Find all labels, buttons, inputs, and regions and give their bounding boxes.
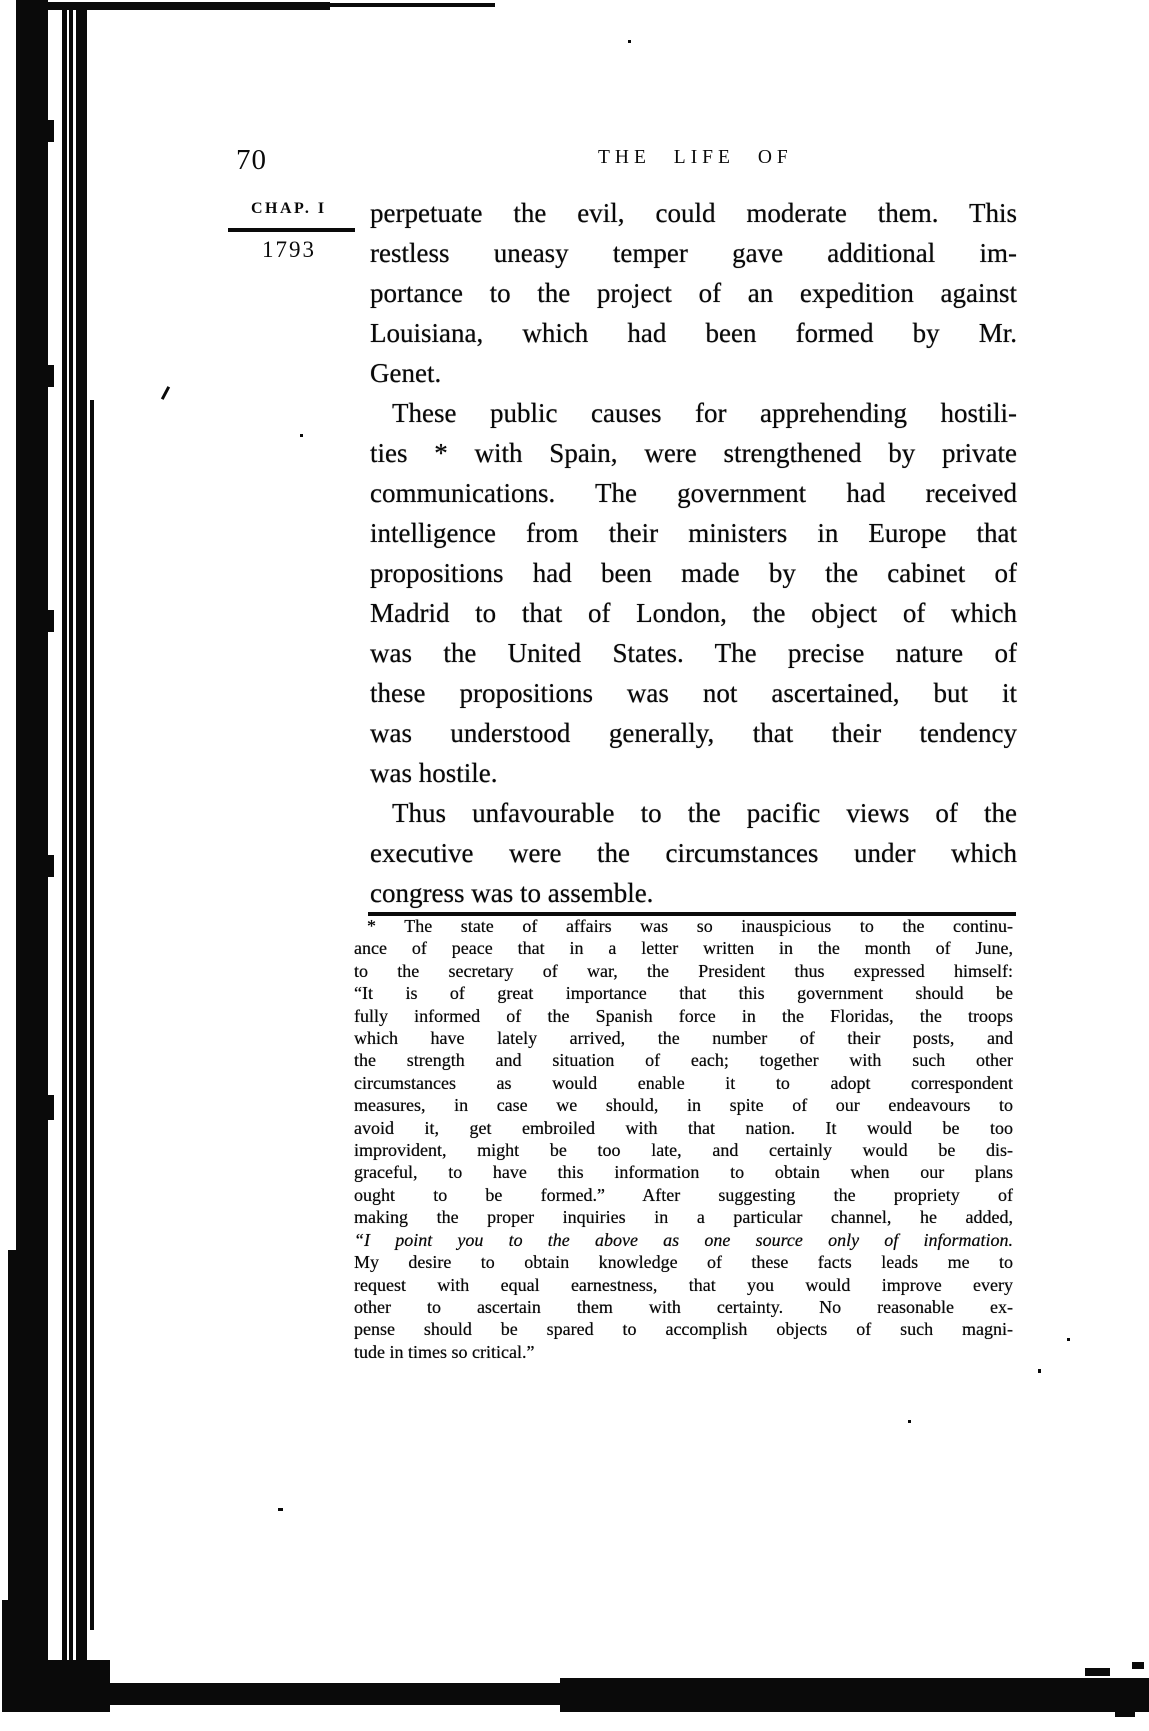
scan-artifact-band-speck [1132, 1662, 1144, 1669]
text-line: request with equal earnestness, that you would improve every [354, 1274, 1013, 1295]
text-line: Madrid to that of London, the object of which [370, 598, 1017, 628]
text-line: which have lately arrived, the number of their posts, and [354, 1028, 1013, 1049]
text-line: communications. The government had received [370, 478, 1017, 508]
text-line: Genet. [370, 358, 442, 388]
scan-artifact-top-line [330, 3, 495, 7]
text-line: was the United States. The precise nature of [370, 638, 1017, 668]
text-line: was hostile. [370, 758, 498, 788]
ink-speck [908, 1420, 911, 1423]
chapter-rule [228, 228, 355, 232]
text-line: perpetuate the evil, could moderate them. This [370, 198, 1017, 228]
text-line: tude in times so critical.” [354, 1341, 535, 1362]
text-line: “It is of great importance that this government should be [354, 983, 1013, 1004]
text-line: to the secretary of war, the President thus expressed himself: [354, 960, 1013, 981]
text-line: propositions had been made by the cabinet of [370, 558, 1017, 588]
ink-speck [1038, 1369, 1041, 1373]
text-line: avoid it, get embroiled with that nation. It would be too [354, 1117, 1013, 1138]
text-line: measures, in case we should, in spite of our endeavours to [354, 1095, 1013, 1116]
text-line: graceful, to have this information to obtain when our plans [354, 1162, 1013, 1183]
text-line: Thus unfavourable to the pacific views of the [392, 798, 1017, 828]
text-line: ought to be formed.” After suggesting the propriety of [354, 1184, 1013, 1205]
scan-artifact-gutter-band [16, 0, 48, 1670]
ink-speck [278, 1508, 283, 1511]
scan-artifact-page-edge-stripe [90, 400, 94, 1630]
text-line: pense should be spared to accomplish objects of such magni- [354, 1319, 1013, 1340]
text-line: My desire to obtain knowledge of these facts leads me to [354, 1252, 1013, 1273]
text-line: restless uneasy temper gave additional im- [370, 238, 1017, 268]
scan-artifact-gutter-bump [48, 610, 54, 632]
page-number: 70 [236, 144, 267, 176]
text-line: ties * with Spain, were strengthened by private [370, 438, 1017, 468]
ink-speck [1067, 1338, 1070, 1341]
main-text [370, 193, 1017, 913]
scan-artifact-band-speck [1115, 1712, 1135, 1717]
text-line: congress was to assemble. [370, 878, 654, 908]
text-line: fully informed of the Spanish force in the Floridas, the troops [354, 1005, 1013, 1026]
year-label: 1793 [262, 237, 316, 262]
text-line: * The state of affairs was so inauspicious to the continu- [367, 916, 1013, 936]
text-line: other to ascertain them with certainty. No reasonable ex- [354, 1296, 1013, 1317]
scan-artifact-bottom-band [100, 1683, 600, 1705]
ink-speck [628, 40, 631, 43]
footnote [354, 915, 1013, 1363]
text-line: was understood generally, that their tendency [370, 718, 1017, 748]
ink-speck [300, 434, 303, 437]
scan-artifact-bottom-band [560, 1678, 1149, 1712]
text-line: ance of peace that in a letter written in the month of June, [354, 938, 1013, 959]
scan-artifact-top-line [40, 2, 330, 10]
chapter-label: CHAP. I [251, 200, 327, 217]
scan-artifact-page-edge-stripe [76, 4, 87, 1672]
text-line: improvident, might be too late, and certainly would be dis- [354, 1140, 1013, 1161]
scan-artifact-gutter-bump [48, 120, 54, 142]
text-line: the strength and situation of each; together with such other [354, 1050, 1013, 1071]
text-line: making the proper inquiries in a particular channel, he added, [354, 1207, 1013, 1228]
scan-artifact-page-edge-stripe [62, 8, 67, 1668]
running-header: THE LIFE OF [598, 147, 793, 168]
text-line: these propositions was not ascertained, but it [370, 678, 1017, 708]
text-line: “I point you to the above as one source only of information. [354, 1229, 1013, 1250]
text-line: These public causes for apprehending hostili- [392, 398, 1017, 428]
scan-artifact-gutter-bump [48, 365, 54, 387]
text-line: circumstances as would enable it to adopt correspondent [354, 1072, 1013, 1093]
scan-artifact-gutter-bump [48, 1095, 54, 1120]
text-line: portance to the project of an expedition against [370, 278, 1017, 308]
scan-artifact-band-speck [1085, 1668, 1110, 1676]
scan-artifact-page-edge-stripe [69, 8, 73, 1670]
text-line: intelligence from their ministers in Europe that [370, 518, 1017, 548]
scan-artifact-gutter-bump [48, 855, 54, 877]
ink-speck [161, 386, 170, 400]
text-line: executive were the circumstances under which [370, 838, 1017, 868]
text-line: Louisiana, which had been formed by Mr. [370, 318, 1017, 348]
